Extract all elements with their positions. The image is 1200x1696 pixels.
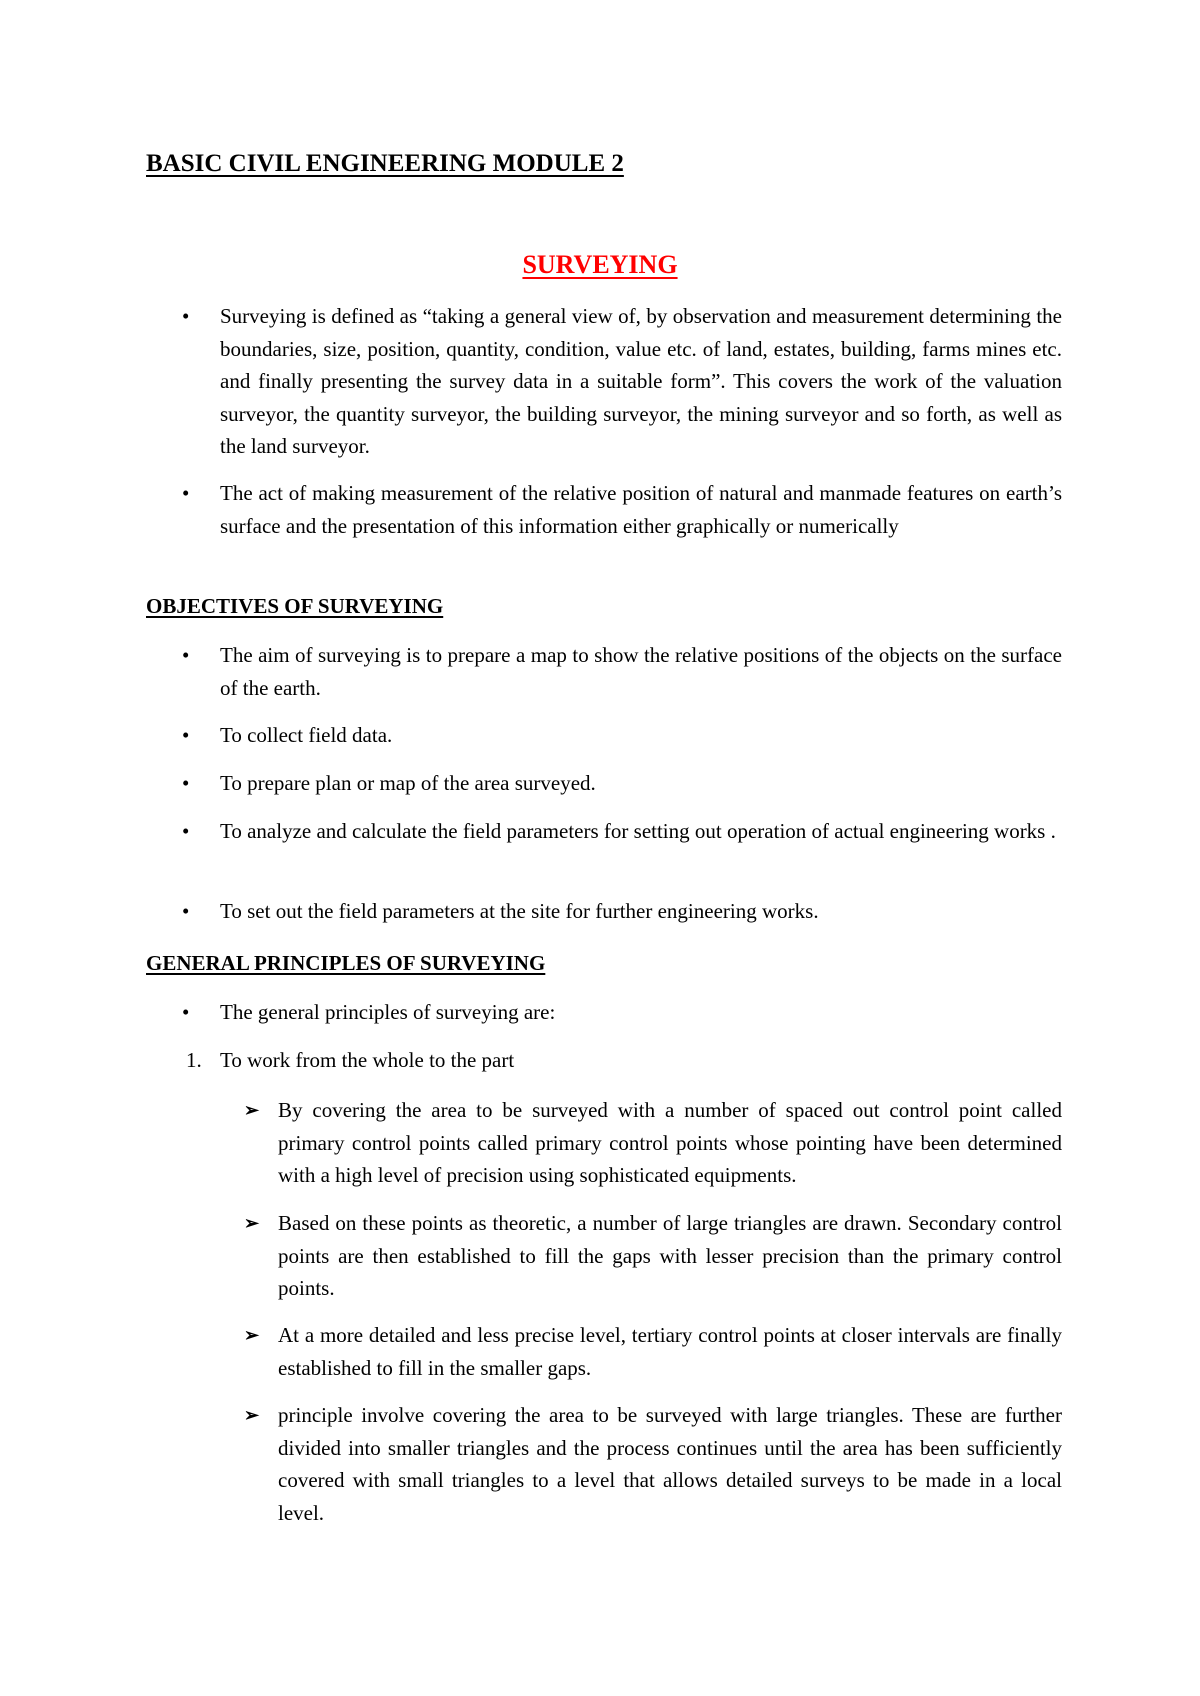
objective-item-3 bbox=[146, 767, 1062, 800]
objective-item-2 bbox=[146, 719, 1062, 752]
objective-item-3-text: To prepare plan or map of the area surveyed. bbox=[220, 771, 596, 795]
document-title: BASIC CIVIL ENGINEERING MODULE 2 bbox=[146, 150, 624, 177]
sub-point-4 bbox=[244, 1399, 1062, 1529]
bullet-icon: • bbox=[182, 1000, 190, 1024]
principles-intro bbox=[146, 996, 1062, 1029]
arrow-bullet-icon: ➢ bbox=[244, 1100, 260, 1120]
sub-point-2 bbox=[244, 1207, 1062, 1305]
objective-item-4 bbox=[146, 815, 1062, 848]
section-title-surveying: SURVEYING bbox=[522, 250, 678, 279]
intro-bullet-1 bbox=[146, 300, 1062, 463]
sub-point-3-text: At a more detailed and less precise level, tertiary control points at closer intervals are finally established to fill in the smaller gaps. bbox=[278, 1323, 1062, 1380]
sub-point-1-text: By covering the area to be surveyed with a number of spaced out control point called primary control points called primary control points whose pointing have been determined with a high level of precision using sophisticated equipments. bbox=[278, 1098, 1062, 1187]
principles-heading: GENERAL PRINCIPLES OF SURVEYING bbox=[146, 951, 546, 975]
objective-item-5-text: To set out the field parameters at the site for further engineering works. bbox=[220, 899, 819, 923]
objective-item-2-text: To collect field data. bbox=[220, 723, 393, 747]
arrow-bullet-icon: ➢ bbox=[244, 1213, 260, 1233]
objective-item-1 bbox=[146, 639, 1062, 704]
objectives-heading: OBJECTIVES OF SURVEYING bbox=[146, 594, 444, 618]
sub-point-3 bbox=[244, 1319, 1062, 1384]
objective-item-1-text: The aim of surveying is to prepare a map to show the relative positions of the objects on the surface of the earth. bbox=[220, 643, 1062, 700]
bullet-icon: • bbox=[182, 481, 190, 505]
sub-point-2-text: Based on these points as theoretic, a number of large triangles are drawn. Secondary control points are then established to fill the gaps with lesser precision than the primary control points. bbox=[278, 1211, 1062, 1300]
bullet-icon: • bbox=[182, 643, 190, 667]
intro-bullet-2 bbox=[146, 477, 1062, 542]
objective-item-4-text: To analyze and calculate the field parameters for setting out operation of actual engineering works . bbox=[220, 819, 1056, 843]
objective-item-5 bbox=[146, 895, 1062, 928]
sub-point-1 bbox=[244, 1094, 1062, 1192]
principle-numbered-item-1 bbox=[146, 1044, 1062, 1077]
arrow-bullet-icon: ➢ bbox=[244, 1405, 260, 1425]
bullet-icon: • bbox=[182, 899, 190, 923]
bullet-icon: • bbox=[182, 304, 190, 328]
sub-point-4-text: principle involve covering the area to be surveyed with large triangles. These are further divided into smaller triangles and the process continues until the area has been sufficiently covered with small triangles to a level that allows detailed surveys to be made in a local level. bbox=[278, 1403, 1062, 1525]
principle-numbered-item-1-text: To work from the whole to the part bbox=[220, 1048, 515, 1072]
bullet-icon: • bbox=[182, 771, 190, 795]
item-number: 1. bbox=[186, 1048, 202, 1072]
intro-bullet-2-text: The act of making measurement of the relative position of natural and manmade features on earth’s surface and the presentation of this information either graphically or numerically bbox=[220, 481, 1062, 538]
bullet-icon: • bbox=[182, 723, 190, 747]
bullet-icon: • bbox=[182, 819, 190, 843]
arrow-bullet-icon: ➢ bbox=[244, 1325, 260, 1345]
intro-bullet-1-text: Surveying is defined as “taking a general view of, by observation and measurement determining the boundaries, size, position, quantity, condition, value etc. of land, estates, building, farms mines etc. and finally presenting the survey data in a suitable form”. This covers the work of the valuation surveyor, the quantity surveyor, the building surveyor, the mining surveyor and so forth, as well as the land surveyor. bbox=[220, 304, 1062, 458]
principles-intro-text: The general principles of surveying are: bbox=[220, 1000, 556, 1024]
